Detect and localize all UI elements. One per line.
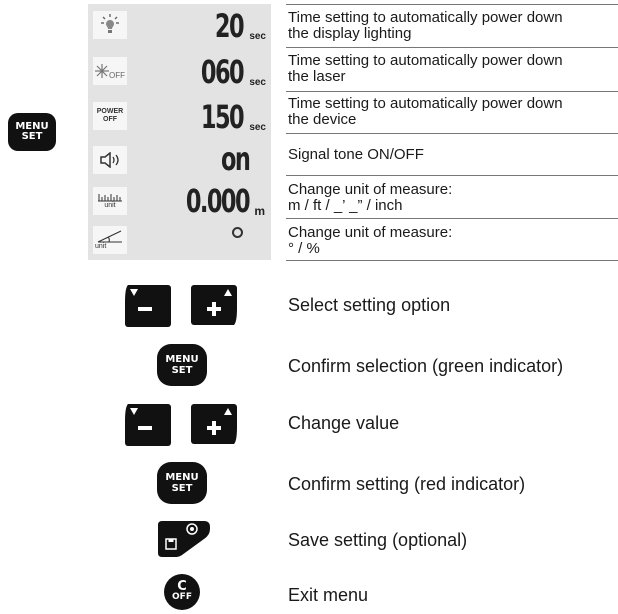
- setting-row-angle-unit: [88, 222, 271, 260]
- plus-button-icon: [190, 283, 238, 329]
- key-text: OFF: [172, 592, 192, 602]
- description-line: the device: [288, 111, 357, 128]
- action-label: Select setting option: [288, 295, 451, 315]
- description-line: Time setting to automatically power down: [288, 52, 563, 69]
- menu-key-line1: MENU: [15, 120, 49, 132]
- description-device: [288, 96, 618, 128]
- off-text: OFF: [103, 116, 117, 123]
- key-text: MENU: [165, 472, 199, 483]
- action-label: Save setting (optional): [288, 530, 468, 550]
- description-line: Time setting to automatically power down: [288, 9, 563, 26]
- angle-unit-icon: [93, 226, 127, 254]
- unit-text: unit: [104, 202, 116, 209]
- light-bulb-icon: [93, 11, 127, 39]
- setting-row-laser: [88, 51, 271, 93]
- divider: [286, 4, 618, 5]
- description-length-unit: [288, 182, 618, 214]
- description-line: m / ft / _’ _” / inch: [288, 197, 403, 214]
- divider: [286, 133, 618, 134]
- divider: [286, 47, 618, 48]
- setting-value: 060: [200, 53, 243, 91]
- description-signal-tone: [288, 147, 618, 163]
- setting-value: 20: [214, 7, 243, 45]
- setting-unit: sec: [249, 122, 266, 133]
- setting-unit: sec: [249, 77, 266, 88]
- description-line: Change unit of measure:: [288, 224, 453, 241]
- action-label: Change value: [288, 413, 400, 433]
- action-label: Confirm selection (green indicator): [288, 356, 564, 376]
- description-line: the display lighting: [288, 25, 412, 42]
- minus-button-icon: [124, 283, 172, 329]
- plus-button-icon: [190, 402, 238, 448]
- setting-value: 150: [200, 98, 243, 136]
- divider: [286, 218, 618, 219]
- laser-off-icon: [93, 57, 127, 85]
- unit-text: unit: [95, 243, 107, 250]
- description-line: the laser: [288, 68, 346, 85]
- description-laser: [288, 53, 618, 85]
- power-off-icon: [93, 102, 127, 130]
- setting-row-display-lighting: [88, 4, 271, 47]
- speaker-icon: [93, 146, 127, 174]
- description-lighting: [288, 10, 618, 42]
- setting-unit: m: [254, 204, 265, 218]
- description-line: Change unit of measure:: [288, 181, 453, 198]
- key-text: MENU: [165, 354, 199, 365]
- divider: [286, 260, 618, 261]
- menu-key-line2: SET: [21, 131, 43, 142]
- divider: [286, 175, 618, 176]
- setting-value: 0.000: [185, 182, 249, 220]
- action-label: Exit menu: [288, 585, 369, 605]
- ruler-unit-icon: [93, 187, 127, 215]
- menu-set-key-icon: [157, 344, 207, 386]
- description-line: Time setting to automatically power down: [288, 95, 563, 112]
- menu-set-key-icon: [8, 113, 56, 151]
- setting-value: on: [220, 140, 249, 178]
- setting-row-length-unit: [88, 180, 271, 222]
- key-text: SET: [171, 365, 193, 376]
- divider: [286, 91, 618, 92]
- menu-set-key-icon: [157, 462, 207, 504]
- minus-button-icon: [124, 402, 172, 448]
- setting-row-device: [88, 96, 271, 138]
- laser-off-text: OFF: [109, 70, 125, 80]
- key-text: SET: [171, 483, 193, 494]
- action-label: Confirm setting (red indicator): [288, 474, 526, 494]
- setting-row-signal-tone: [88, 140, 271, 182]
- setting-unit: sec: [249, 31, 266, 42]
- degree-symbol: [232, 227, 243, 238]
- power-text: POWER: [96, 108, 124, 115]
- settings-display-panel: [88, 4, 271, 260]
- description-line: Signal tone ON/OFF: [288, 146, 424, 163]
- save-key-icon: [154, 517, 214, 559]
- description-angle-unit: [288, 225, 618, 257]
- description-line: ° / %: [288, 240, 320, 257]
- clear-off-key-icon: [164, 574, 200, 610]
- key-text: C: [177, 579, 187, 594]
